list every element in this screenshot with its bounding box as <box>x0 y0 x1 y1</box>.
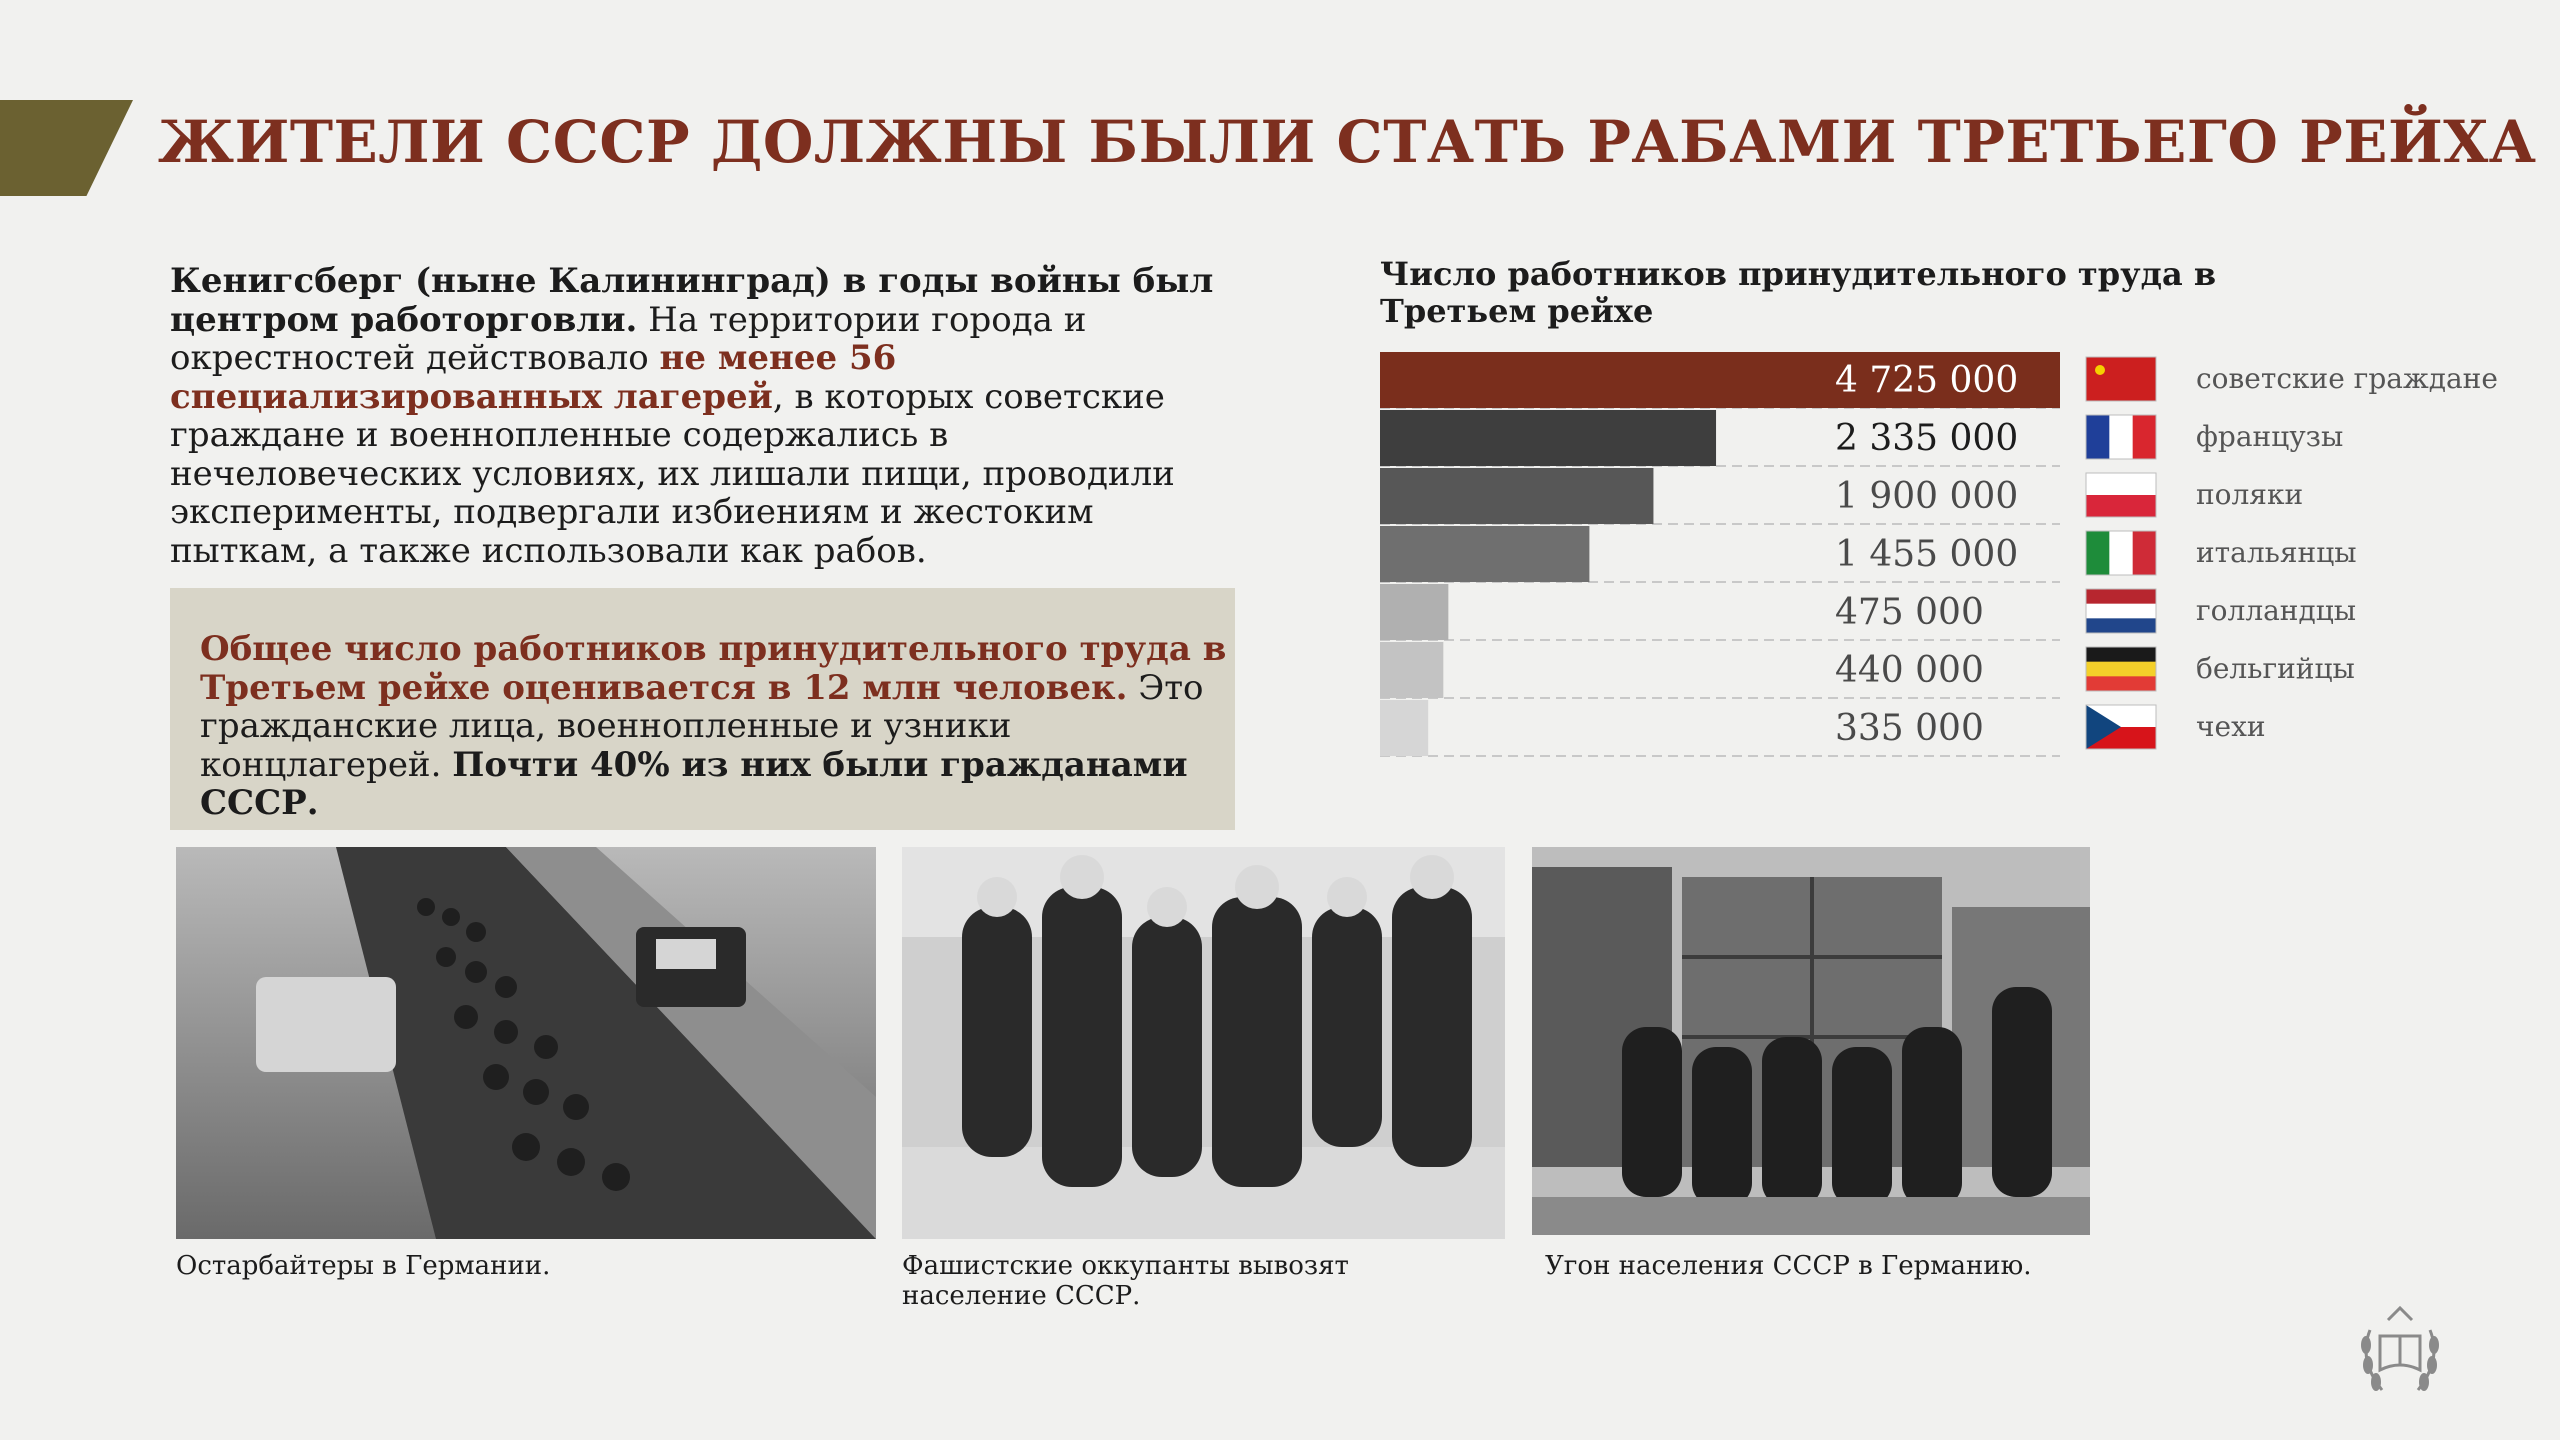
marching-column-photo <box>176 847 876 1239</box>
italy-flag-icon <box>2086 531 2157 575</box>
callout-box <box>170 588 1235 830</box>
callout-text <box>200 630 1230 823</box>
value-label-2: 1 900 000 <box>1835 476 2019 517</box>
lead-text-2: , в которых советские граждане и военнопленные содержались в нечеловеческих условиях, их лишали пищи, проводили эксперименты, подвергали избиениям и жестоким пыткам, а также использовали как рабов. <box>170 376 1175 571</box>
ussr-flag-icon <box>2086 357 2156 401</box>
value-label-3: 1 455 000 <box>1835 534 2019 575</box>
title-accent-bar <box>0 100 133 196</box>
freight-wagons-photo <box>1532 847 2090 1235</box>
callout-bold-end: Почти 40% из них были гражданами СССР. <box>200 744 1188 823</box>
photo-caption-3: Угон населения СССР в Германию. <box>1545 1251 2032 1281</box>
callout-body: Это гражданские лица, военнопленные и узники концлагерей. <box>200 667 1204 785</box>
bar-1 <box>1380 410 1716 466</box>
category-label-0: советские граждане <box>2196 362 2498 395</box>
value-label-1: 2 335 000 <box>1835 418 2019 459</box>
value-label-0: 4 725 000 <box>1835 360 2019 401</box>
lead-text-1: На территории города и окрестностей действовало <box>170 299 1087 378</box>
value-label-6: 335 000 <box>1835 708 1984 749</box>
france-flag-icon <box>2086 415 2157 459</box>
netherlands-flag-icon <box>2086 589 2156 634</box>
category-label-1: французы <box>2196 420 2344 453</box>
page-title: ЖИТЕЛИ СССР ДОЛЖНЫ БЫЛИ СТАТЬ РАБАМИ ТРЕТЬЕГО РЕЙХА <box>158 108 2537 176</box>
value-label-5: 440 000 <box>1835 650 1984 691</box>
bar-4 <box>1380 584 1448 640</box>
chart-title: Число работников принудительного труда в Третьем рейхе <box>1380 255 2217 330</box>
lead-highlight: не менее 56 специализированных лагерей <box>170 338 897 417</box>
book-laurel-emblem-icon <box>2352 1290 2448 1400</box>
belgium-flag-icon <box>2086 647 2156 692</box>
deportation-escort-photo <box>902 847 1505 1239</box>
category-label-6: чехи <box>2196 710 2266 743</box>
category-label-3: итальянцы <box>2196 536 2357 569</box>
photo-caption-1: Остарбайтеры в Германии. <box>176 1251 551 1281</box>
value-label-4: 475 000 <box>1835 592 1984 633</box>
photo-caption-2: Фашистские оккупанты вывозят население СССР. <box>902 1251 1349 1311</box>
category-label-2: поляки <box>2196 478 2304 511</box>
callout-highlight: Общее число работников принудительного труда в Третьем рейхе оценивается в 12 млн человек. <box>200 629 1227 708</box>
category-label-4: голландцы <box>2196 594 2356 627</box>
bar-5 <box>1380 642 1443 698</box>
bar-2 <box>1380 468 1653 524</box>
bar-3 <box>1380 526 1589 582</box>
poland-flag-icon <box>2086 473 2156 517</box>
lead-bold-intro: Кенигсберг (ныне Калининград) в годы войны был центром работорговли. <box>170 261 1214 340</box>
lead-paragraph <box>170 262 1250 570</box>
czech-flag-icon <box>2086 705 2156 749</box>
bar-6 <box>1380 700 1428 756</box>
bar-chart <box>1380 350 2520 770</box>
category-label-5: бельгийцы <box>2196 652 2355 685</box>
